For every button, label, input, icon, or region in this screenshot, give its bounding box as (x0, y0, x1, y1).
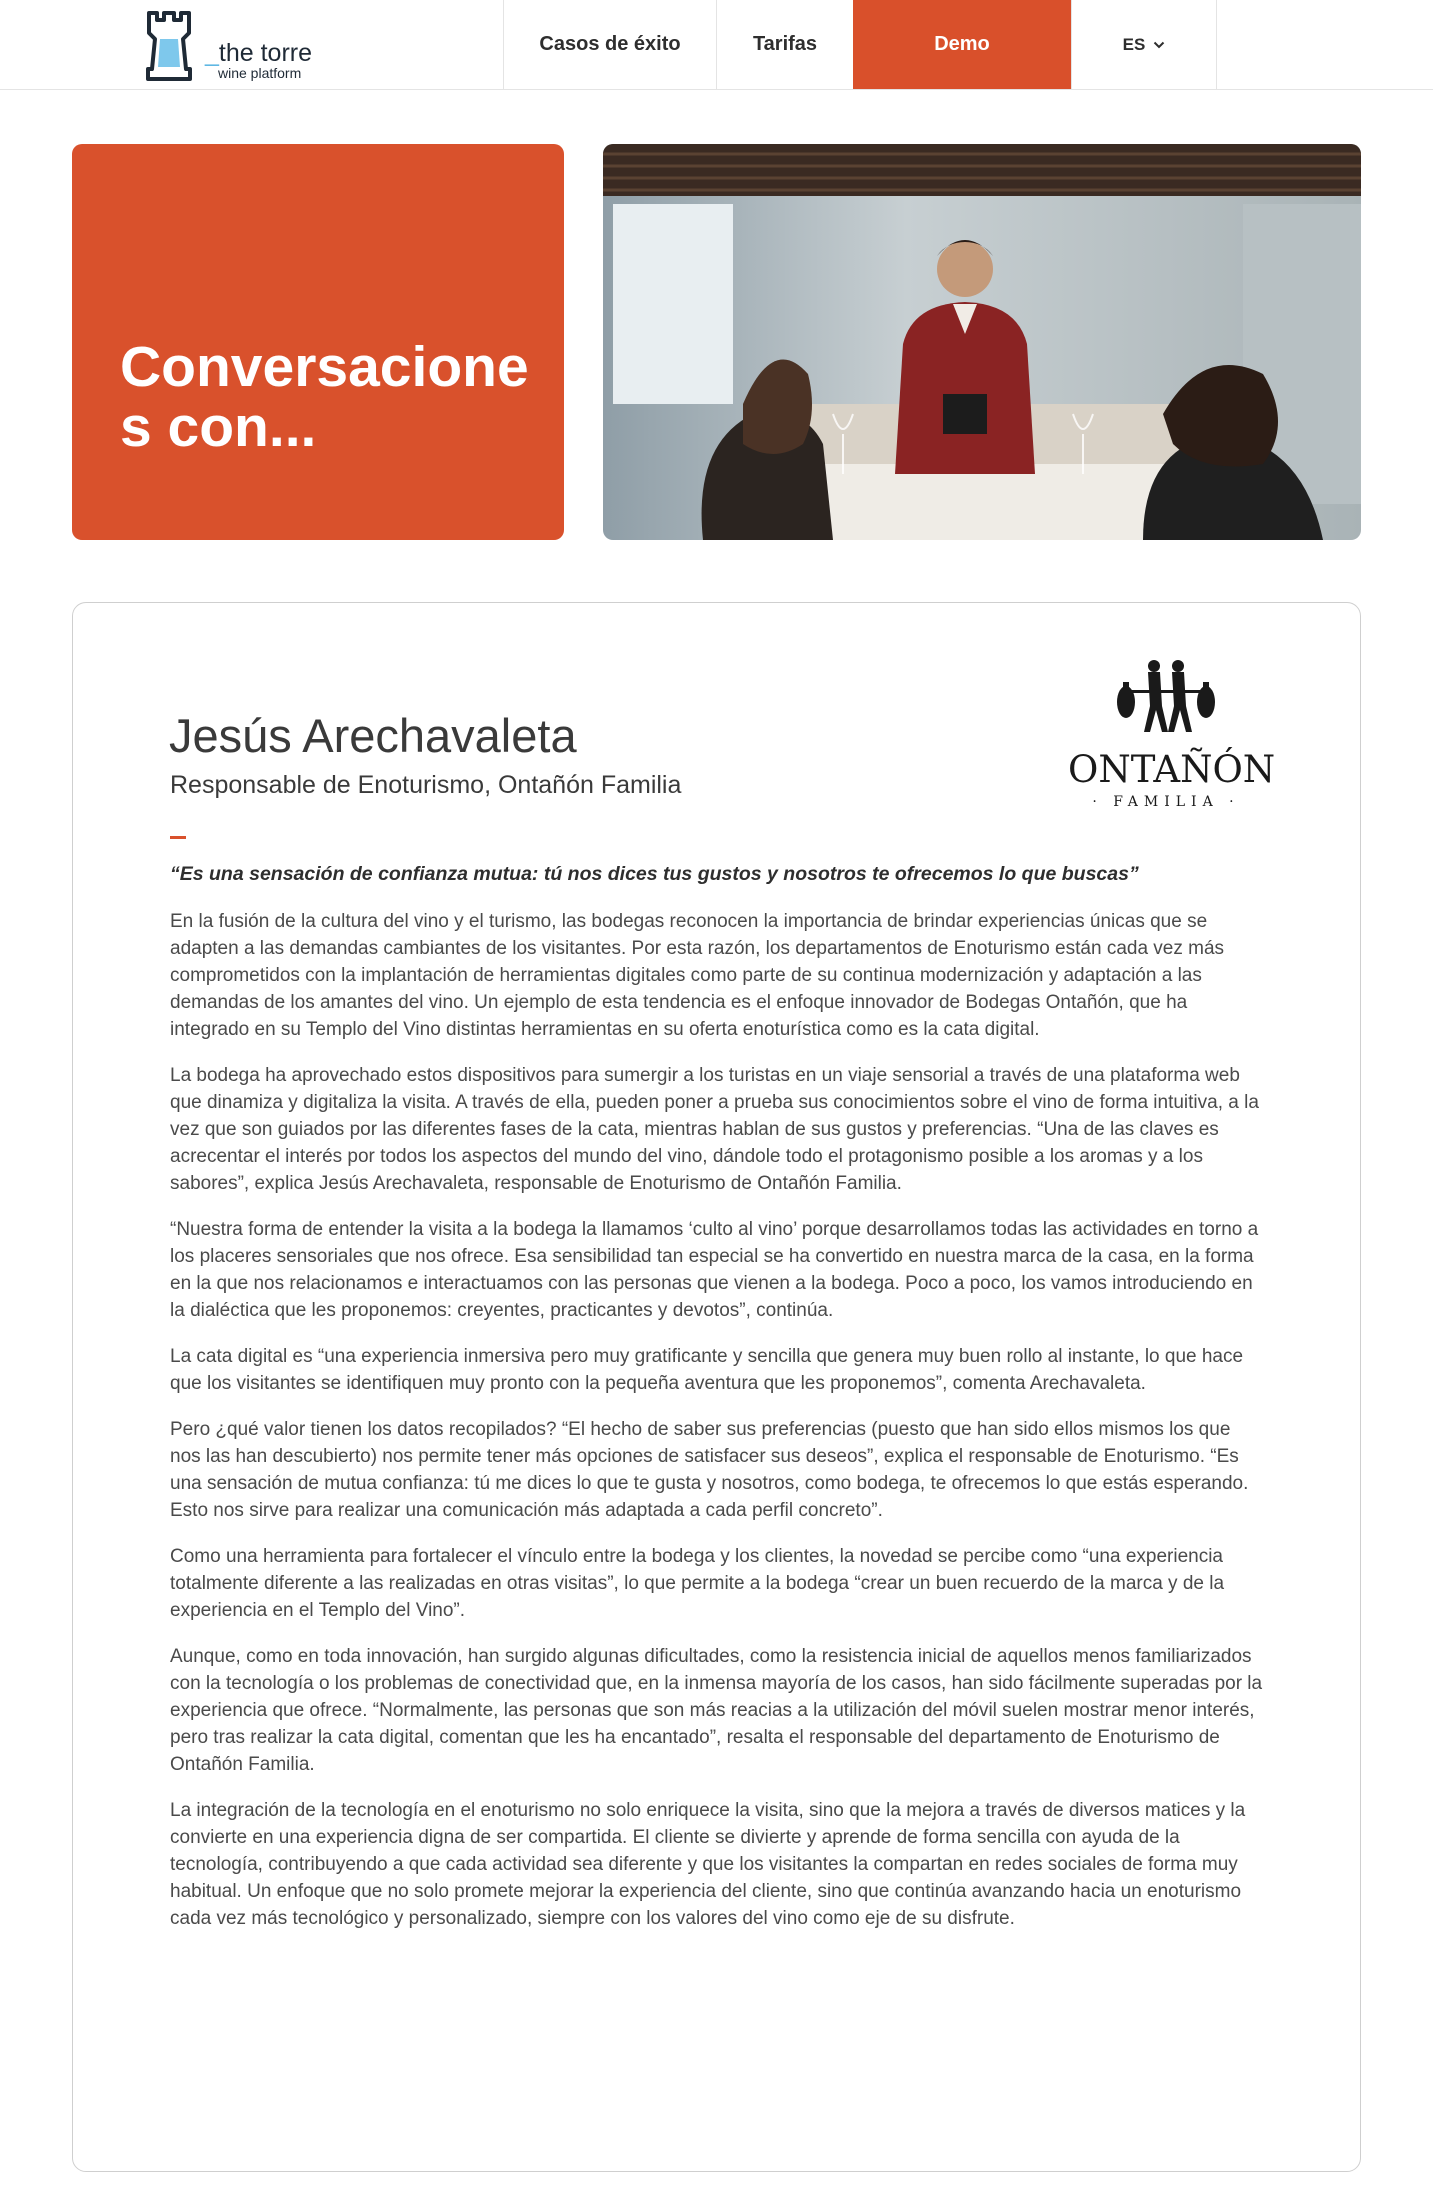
logo-text (205, 40, 312, 80)
article-paragraph: Aunque, como en toda innovación, han surgido algunas dificultades, como la resistencia inicial de aquellos menos familiarizados con la tecnología o los problemas de conectividad que, en la inmensa mayoría de los casos, han sido fácilmente superadas por la experiencia que ofrece. “Normalmente, las personas que son más reacias a la utilización del móvil suelen mostrar menor interés, pero tras realizar la cata digital, comentan que les ha encantado”, resalta el responsable del departamento de Enoturismo de Ontañón Familia. (170, 1646, 1263, 1775)
winery-tasting-photo-icon (603, 144, 1361, 540)
brand-logo-name: ONTAÑÓN (1068, 748, 1276, 791)
language-label: ES (1122, 34, 1146, 54)
accent-divider (170, 836, 186, 839)
chevron-down-icon (1153, 41, 1165, 49)
nav-casos-de-exito[interactable]: Casos de éxito (503, 0, 716, 89)
article-body (170, 908, 1263, 1951)
person-role: Responsable de Enoturismo, Ontañón Familia (170, 771, 682, 799)
article-paragraph: La cata digital es “una experiencia inmersiva pero muy gratificante y sencilla que genera muy buen rollo al instante, lo que hace que los visitantes se identifiquen muy pronto con la pequeña aventura que les proponemos”, comenta Arechavaleta. (170, 1346, 1244, 1394)
logo-dash: _ (205, 39, 219, 67)
hero-title: Conversaciones con... (120, 335, 529, 459)
article-paragraph: La integración de la tecnología en el enoturismo no solo enriquece la visita, sino que la mejora a través de diversos matices y la convierte en una experiencia digna de ser compartida. El cliente se divierte y aprende de forma sencilla con ayuda de la tecnología, contribuyendo a que cada actividad sea diferente y que los visitantes la compartan en redes sociales de forma muy habitual. Un enfoque que no solo promete mejorar la experiencia del cliente, sino que continúa avanzando hacia un enoturismo cada vez más tecnológico y personalizado, siempre con los valores del vino como eje de su disfrute. (170, 1800, 1246, 1929)
language-selector[interactable] (1071, 0, 1217, 89)
person-name: Jesús Arechavaleta (169, 709, 577, 762)
ontanon-familia-logo (1068, 654, 1276, 814)
demo-button[interactable]: Demo (853, 0, 1071, 89)
article-paragraph: Pero ¿qué valor tienen los datos recopilados? “El hecho de saber sus preferencias (puesto que han sido ellos mismos los que nos las han descubierto) nos permite tener más opciones de satisfacer sus deseos”, explica el responsable de Enoturismo. “Es una sensación de mutua confianza: tú me dices lo que te gusta y nosotros, como bodega, te ofrecemos lo que estás esperando. Esto nos sirve para realizar una comunicación más adaptada a cada perfil concreto”. (170, 1419, 1249, 1521)
article-paragraph: Como una herramienta para fortalecer el vínculo entre la bodega y los clientes, la novedad se percibe como “una experiencia totalmente diferente a las realizadas en otras visitas”, lo que permite a la bodega “crear un buen recuerdo de la marca y de la experiencia en el Templo del Vino”. (170, 1546, 1225, 1621)
hero-photo (603, 144, 1361, 540)
brand-logo-subtitle: · FAMILIA · (1092, 794, 1240, 810)
logo-title: the torre (218, 39, 313, 67)
logo-subtitle: wine platform (218, 65, 302, 81)
article-quote: “Es una sensación de confianza mutua: tú nos dices tus gustos y nosotros te ofrecemos lo que buscas” (170, 863, 1139, 885)
nav-tarifas[interactable]: Tarifas (716, 0, 853, 89)
site-header (0, 0, 1433, 90)
ontanon-emblem-icon (1068, 654, 1264, 754)
the-torre-logo[interactable] (143, 11, 323, 83)
hero-title-box (72, 144, 564, 540)
article-paragraph: La bodega ha aprovechado estos dispositivos para sumergir a los turistas en un viaje sensorial a través de una plataforma web que dinamiza y digitaliza la visita. A través de ella, pueden poner a prueba sus conocimientos sobre el vino de forma intuitiva, a la vez que son guiados por las diferentes fases de la cata, mientras hablan de sus gustos y preferencias. “Una de las claves es acrecentar el interés por todos los aspectos del mundo del vino, dándole todo el protagonismo posible a los aromas y a los sabores”, explica Jesús Arechavaleta, responsable de Enoturismo de Ontañón Familia. (170, 1065, 1259, 1194)
article-paragraph: En la fusión de la cultura del vino y el turismo, las bodegas reconocen la importancia de brindar experiencias únicas que se adapten a las demandas cambiantes de los visitantes. Por esta razón, los departamentos de Enoturismo están cada vez más comprometidos con la implantación de herramientas digitales como parte de su continua modernización y adaptación a las demandas de los amantes del vino. Un ejemplo de esta tendencia es el enfoque innovador de Bodegas Ontañón, que ha integrado en su Templo del Vino distintas herramientas en su oferta enoturística como es la cata digital. (170, 911, 1225, 1040)
article-paragraph: “Nuestra forma de entender la visita a la bodega la llamamos ‘culto al vino’ porque desarrollamos todas las actividades en torno a los placeres sensoriales que nos ofrece. Esa sensibilidad tan especial se ha convertido en nuestra marca de la casa, en la forma en la que nos relacionamos e interactuamos con las personas que vienen a la bodega. Poco a poco, los vamos introduciendo en la dialéctica que les proponemos: creyentes, practicantes y devotos”, continúa. (170, 1219, 1259, 1321)
tower-icon (143, 11, 195, 81)
